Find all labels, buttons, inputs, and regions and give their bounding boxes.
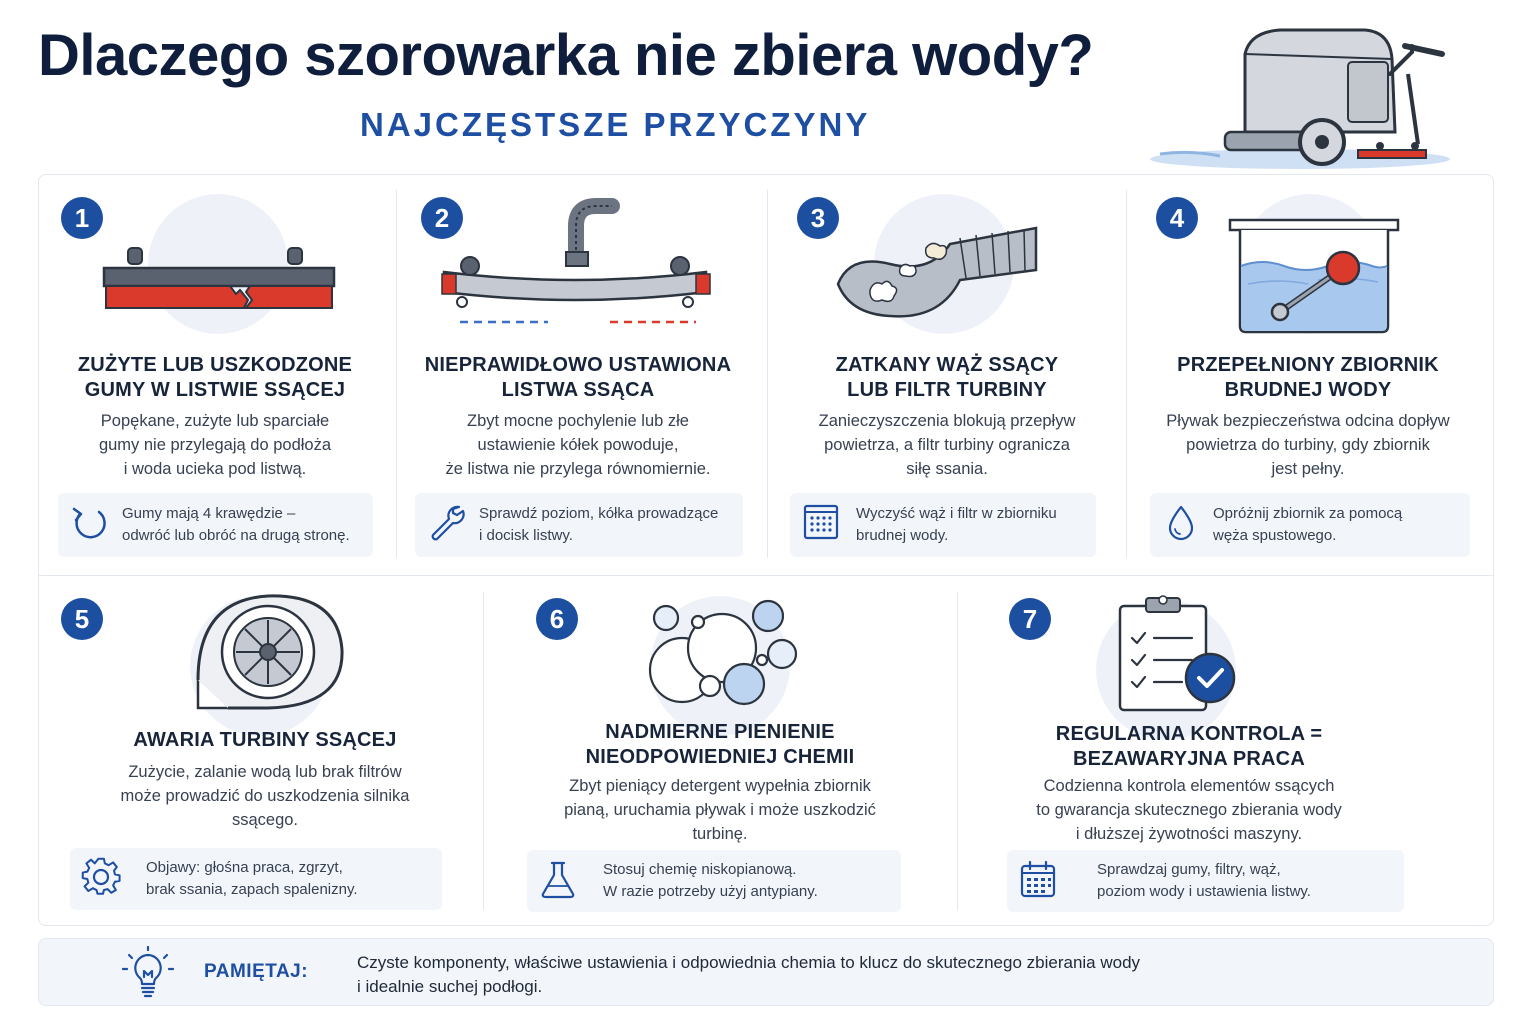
column-divider — [957, 592, 958, 910]
cause-number-badge: 5 — [61, 598, 103, 640]
squeegee-tilted-illustration — [436, 196, 716, 332]
tip-line: węża spustowego. — [1213, 527, 1337, 544]
remember-label: PAMIĘTAJ: — [204, 961, 309, 982]
column-divider — [396, 190, 397, 558]
cause-number-badge: 7 — [1009, 598, 1051, 640]
cause-desc-line: Zbyt mocne pochylenie lub złe — [467, 412, 689, 430]
cause-desc-line: Codzienna kontrola elementów ssących — [1043, 777, 1335, 795]
cause-desc-line: gumy nie przylegają do podłoża — [98, 436, 332, 454]
tip-box — [1007, 850, 1404, 912]
cause-title-line: REGULARNA KONTROLA = — [1055, 723, 1323, 745]
cause-title-line: GUMY W LISTWIE SSĄCEJ — [84, 379, 346, 401]
cause-number-badge: 2 — [421, 197, 463, 239]
cause-desc-line: ustawienie kółek powoduje, — [477, 436, 679, 454]
filter-grid-icon — [800, 501, 842, 543]
column-divider — [767, 190, 768, 558]
cause-desc-line: ssącego. — [231, 811, 299, 829]
remember-text-line: i idealnie suchej podłogi. — [357, 977, 543, 996]
cause-title-line: AWARIA TURBINY SSĄCEJ — [133, 729, 397, 751]
tip-box — [70, 848, 442, 910]
cause-number-badge: 4 — [1156, 197, 1198, 239]
tip-box — [790, 493, 1096, 557]
tip-line: Sprawdzaj gumy, filtry, wąż, — [1097, 861, 1281, 878]
water-drop-icon — [1160, 501, 1202, 543]
cause-title-line: ZATKANY WĄŻ SSĄCY — [835, 354, 1059, 376]
cause-title-line: LUB FILTR TURBINY — [847, 379, 1047, 401]
scrubber-machine-illustration — [1150, 14, 1460, 176]
tip-box — [415, 493, 743, 557]
tip-line: brudnej wody. — [856, 527, 949, 544]
cause-title-line: LISTWA SSĄCA — [501, 379, 655, 401]
cause-desc-line: Pływak bezpieczeństwa odcina dopływ — [1166, 412, 1450, 430]
cause-desc-line: jest pełny. — [1271, 460, 1345, 478]
tip-line: Gumy mają 4 krawędzie – — [122, 505, 296, 522]
cause-desc-line: że listwa nie przylega równomiernie. — [445, 460, 711, 478]
foam-bubbles-illustration — [640, 592, 810, 712]
cause-title-line: NIEODPOWIEDNIEJ CHEMII — [585, 746, 855, 768]
cause-title-line: BEZAWARYJNA PRACA — [1073, 748, 1305, 770]
gear-icon — [80, 856, 122, 898]
cause-number-badge: 6 — [536, 598, 578, 640]
cause-desc-line: to gwarancja skutecznego zbierania wody — [1036, 801, 1342, 819]
cause-desc-line: powietrza do turbiny, gdy zbiornik — [1186, 436, 1430, 454]
row-divider — [38, 575, 1494, 576]
tip-line: Stosuj chemię niskopianową. — [603, 861, 797, 878]
cause-desc-line: siłę ssania. — [906, 460, 988, 478]
tip-box — [58, 493, 373, 557]
tip-line: brak ssania, zapach spalenizny. — [146, 881, 358, 898]
cause-title-line: NADMIERNE PIENIENIE — [605, 721, 835, 743]
tip-line: odwróć lub obróć na drugą stronę. — [122, 527, 350, 544]
cause-desc-line: Popękane, zużyte lub sparciałe — [100, 412, 330, 430]
cause-desc-line: powietrza, a filtr turbiny ogranicza — [824, 436, 1070, 454]
tip-box — [527, 850, 901, 912]
cause-desc-line: i woda ucieka pod listwą. — [123, 460, 307, 478]
wrench-icon — [425, 501, 467, 543]
lightbulb-icon — [119, 945, 177, 1003]
remember-banner — [38, 938, 1494, 1006]
turbine-motor-illustration — [188, 590, 348, 716]
cause-number-badge: 3 — [797, 197, 839, 239]
checklist-clipboard-illustration — [1112, 592, 1242, 712]
tip-line: Opróżnij zbiornik za pomocą — [1213, 505, 1403, 522]
page-title: Dlaczego szorowarka nie zbiera wody? — [38, 23, 1094, 88]
cause-desc-line: może prowadzić do uszkodzenia silnika — [120, 787, 410, 805]
tip-line: i docisk listwy. — [479, 527, 573, 544]
cause-title-line: ZUŻYTE LUB USZKODZONE — [77, 354, 353, 376]
page-subtitle: NAJCZĘSTSZE PRZYCZYNY — [360, 106, 871, 143]
column-divider — [483, 592, 484, 910]
tip-line: Sprawdź poziom, kółka prowadzące — [479, 505, 719, 522]
cause-desc-line: Zużycie, zalanie wodą lub brak filtrów — [128, 763, 402, 781]
cause-desc-line: Zanieczyszczenia blokują przepływ — [818, 412, 1076, 430]
remember-text-line: Czyste komponenty, właściwe ustawienia i odpowiednia chemia to klucz do skutecznego zbierania wody — [357, 953, 1141, 972]
cause-desc-line: pianą, uruchamia pływak i może uszkodzić — [564, 801, 876, 819]
tip-box — [1150, 493, 1470, 557]
cause-title-line: NIEPRAWIDŁOWO USTAWIONA — [424, 354, 732, 376]
full-tank-float-illustration — [1228, 214, 1400, 336]
column-divider — [1126, 190, 1127, 558]
rotate-icon — [68, 501, 110, 543]
calendar-icon — [1017, 858, 1059, 900]
squeegee-blade-illustration — [100, 240, 340, 320]
cause-desc-line: Zbyt pieniący detergent wypełnia zbiornik — [569, 777, 871, 795]
cause-title-line: BRUDNEJ WODY — [1224, 379, 1392, 401]
tip-line: Objawy: głośna praca, zgrzyt, — [146, 859, 343, 876]
cause-desc-line: i dłuższej żywotności maszyny. — [1075, 825, 1303, 843]
clogged-hose-illustration — [830, 224, 1044, 324]
cause-number-badge: 1 — [61, 197, 103, 239]
tip-line: W razie potrzeby użyj antypiany. — [603, 883, 818, 900]
tip-line: poziom wody i ustawienia listwy. — [1097, 883, 1311, 900]
cause-title-line: PRZEPEŁNIONY ZBIORNIK — [1177, 354, 1439, 376]
flask-icon — [537, 858, 579, 900]
cause-desc-line: turbinę. — [692, 825, 748, 843]
tip-line: Wyczyść wąż i filtr w zbiorniku — [856, 505, 1057, 522]
